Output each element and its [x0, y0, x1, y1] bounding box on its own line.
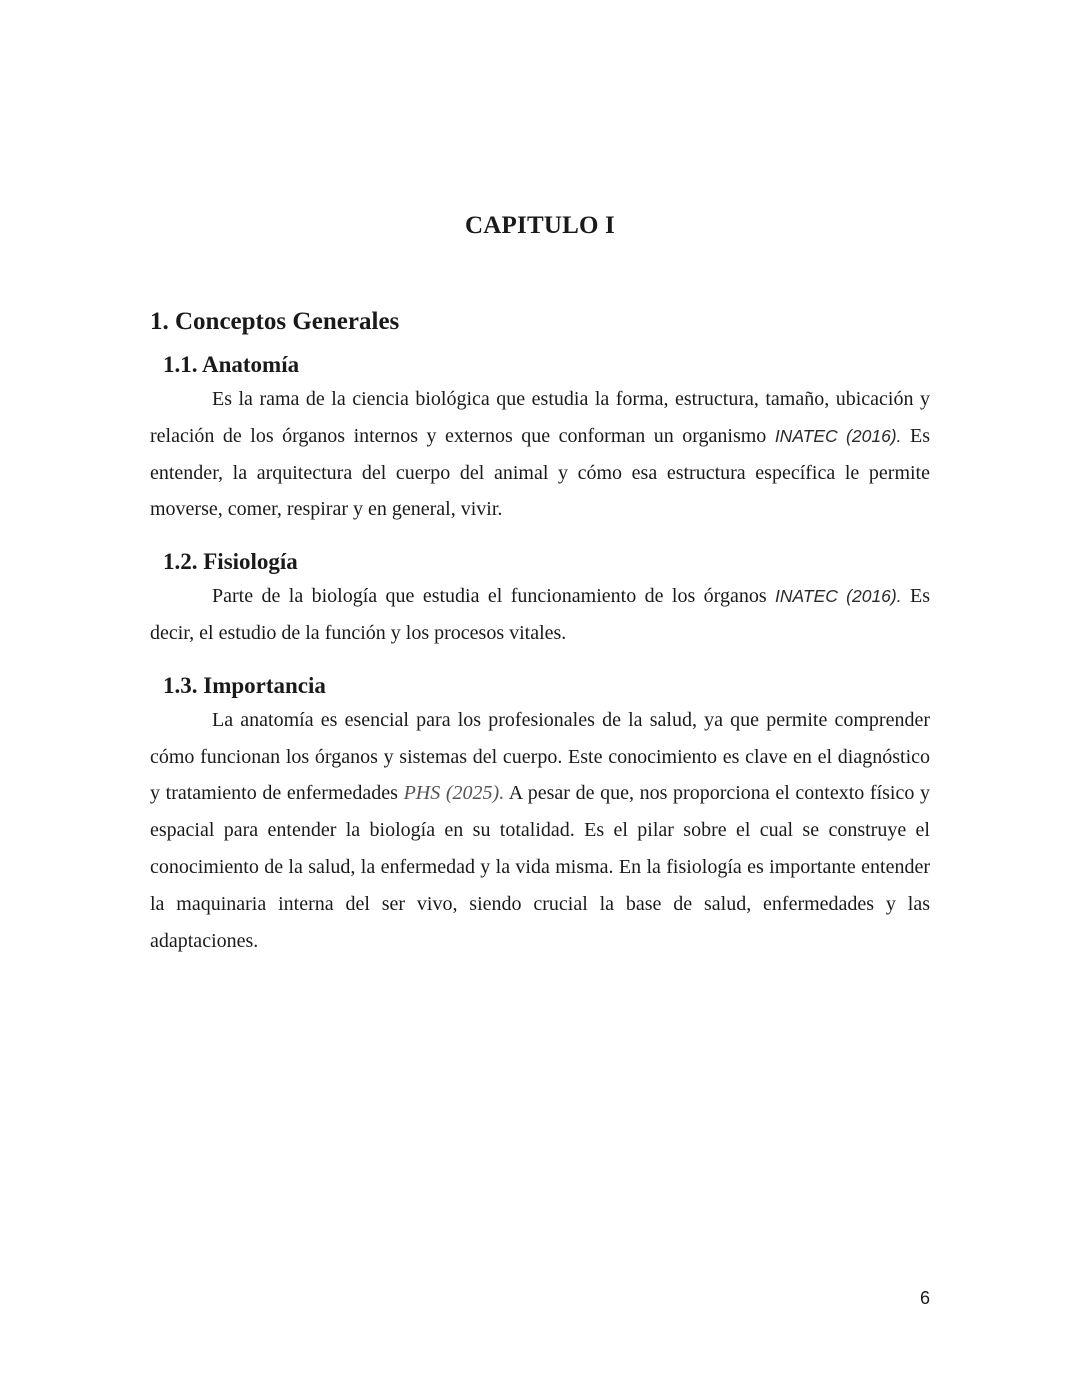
paragraph-text: Es decir, el estudio de la función y los procesos vitales.: [150, 585, 931, 644]
subsection-heading-anatomia: 1.1. Anatomía: [163, 352, 300, 377]
paragraph-text: La anatomía es esencial para los profesionales de la salud, ya que permite comprender cómo funcionan los órganos y sistemas del cuerpo. Este conocimiento es clave en el diagnóstico y tratamiento de enfermedades: [150, 708, 930, 805]
section-heading-conceptos-generales: 1. Conceptos Generales: [150, 308, 400, 335]
page-content: [150, 305, 930, 959]
chapter-title: CAPITULO I: [465, 212, 615, 239]
paragraph-anatomia: [150, 381, 930, 528]
subsection-heading-importancia: 1.3. Importancia: [163, 672, 326, 698]
citation: INATEC (2016).: [775, 586, 902, 607]
paragraph-text: Es la rama de la ciencia biológica que estudia la forma, estructura, tamaño, ubicación y relación de los órganos internos y externos que conforman un organismo: [150, 388, 930, 447]
page-number: 6: [919, 1288, 930, 1308]
subsection-heading-fisiologia: 1.2. Fisiología: [163, 549, 298, 575]
paragraph-fisiologia: [150, 578, 930, 652]
paragraph-text: Parte de la biología que estudia el funcionamiento de los órganos: [212, 585, 776, 608]
paragraph-text: Es entender, la arquitectura del cuerpo del animal y cómo esa estructura específica le permite moverse, comer, respirar y en general, vivir.: [150, 424, 930, 521]
paragraph-text: A pesar de que, nos proporciona el contexto físico y espacial para entender la biología en su totalidad. Es el pilar sobre el cual se construye el conocimiento de la salud, la enfermedad y la vida misma. En la fisiología es importante entender la maquinaria interna del ser vivo, siendo crucial la base de salud, enfermedades y las adaptaciones.: [150, 782, 931, 952]
citation: PHS (2025).: [403, 782, 505, 805]
paragraph-importancia: [150, 702, 930, 960]
citation: INATEC (2016).: [774, 425, 902, 446]
